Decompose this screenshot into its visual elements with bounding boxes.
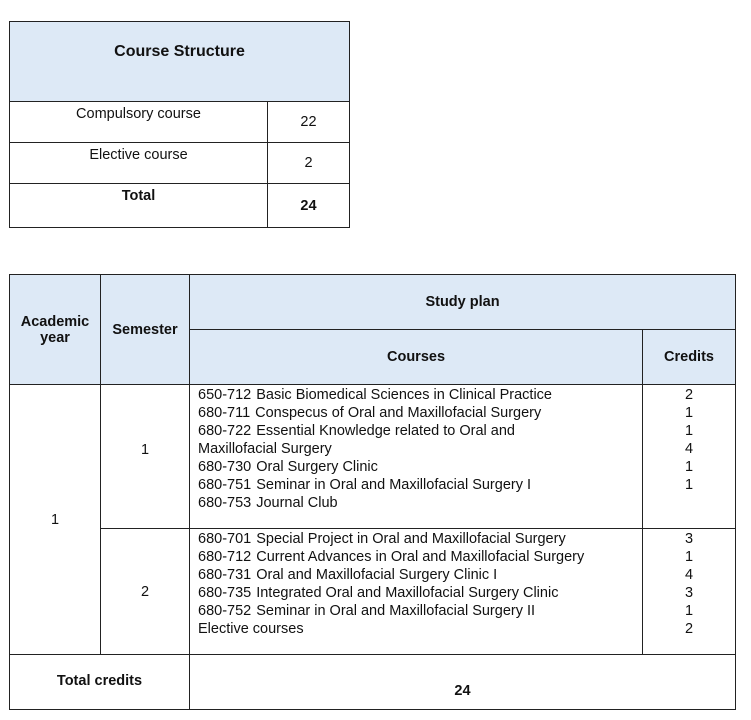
course-structure-table xyxy=(9,21,350,228)
study-plan-table xyxy=(9,274,736,710)
credit-value: 1 xyxy=(684,423,694,439)
course-line xyxy=(198,548,636,566)
academic-year-header: Academic year xyxy=(10,275,101,385)
elective-course-value: 2 xyxy=(268,143,350,184)
course-code: 650-712 xyxy=(198,387,252,403)
course-name: Maxillofacial Surgery xyxy=(198,441,332,457)
course-name: Elective courses xyxy=(198,621,304,637)
credit-value: 2 xyxy=(684,387,694,403)
credit-value: 4 xyxy=(684,441,694,457)
course-line xyxy=(198,386,636,404)
course-name: Current Advances in Oral and Maxillofacial Surgery xyxy=(256,549,585,565)
course-code: 680-751 xyxy=(198,477,252,493)
course-line xyxy=(198,458,636,476)
table-row xyxy=(10,102,350,143)
table-row xyxy=(10,529,736,655)
course-code: 680-731 xyxy=(198,567,252,583)
course-name: Basic Biomedical Sciences in Clinical Practice xyxy=(256,387,552,403)
course-line xyxy=(198,494,636,512)
semester-value: 2 xyxy=(101,529,190,655)
semester-header: Semester xyxy=(101,275,190,385)
course-line xyxy=(198,602,636,620)
total-value: 24 xyxy=(268,184,350,228)
total-credits-value: 24 xyxy=(190,655,736,710)
course-name: Conspecus of Oral and Maxillofacial Surgery xyxy=(255,405,542,421)
study-plan-header: Study plan xyxy=(190,275,736,330)
course-name: Journal Club xyxy=(256,495,338,511)
course-name: Essential Knowledge related to Oral and xyxy=(256,423,515,439)
course-name: Seminar in Oral and Maxillofacial Surgery I xyxy=(256,477,532,493)
course-line xyxy=(198,422,636,440)
course-code: 680-712 xyxy=(198,549,252,565)
semester-credits-cell xyxy=(643,385,736,529)
semester-courses-cell xyxy=(190,529,643,655)
credit-value: 1 xyxy=(684,549,694,565)
compulsory-course-label: Compulsory course xyxy=(10,102,268,143)
course-line xyxy=(198,476,636,494)
semester-courses-cell xyxy=(190,385,643,529)
table-row xyxy=(10,655,736,710)
course-code: 680-753 xyxy=(198,495,252,511)
course-code: 680-730 xyxy=(198,459,252,475)
course-name: Integrated Oral and Maxillofacial Surgery Clinic xyxy=(256,585,559,601)
academic-year-value: 1 xyxy=(10,385,101,655)
course-name: Oral Surgery Clinic xyxy=(256,459,378,475)
elective-course-label: Elective course xyxy=(10,143,268,184)
total-credits-label: Total credits xyxy=(10,655,190,710)
credit-value: 2 xyxy=(684,621,694,637)
course-line xyxy=(198,584,636,602)
credit-value: 1 xyxy=(684,477,694,493)
total-label: Total xyxy=(10,184,268,228)
course-line xyxy=(198,566,636,584)
course-code: 680-701 xyxy=(198,531,252,547)
credit-value: 1 xyxy=(684,459,694,475)
course-name: Special Project in Oral and Maxillofacial Surgery xyxy=(256,531,566,547)
table-row xyxy=(10,184,350,228)
semester-credits-cell xyxy=(643,529,736,655)
credit-value: 4 xyxy=(684,567,694,583)
course-name: Oral and Maxillofacial Surgery Clinic I xyxy=(256,567,498,583)
course-line xyxy=(198,530,636,548)
course-code: 680-735 xyxy=(198,585,252,601)
course-line xyxy=(198,404,636,422)
credit-value: 3 xyxy=(684,531,694,547)
course-code: 680-722 xyxy=(198,423,252,439)
credit-value: 1 xyxy=(684,405,694,421)
table-row xyxy=(10,143,350,184)
course-code: 680-711 xyxy=(198,405,251,421)
compulsory-course-value: 22 xyxy=(268,102,350,143)
course-code: 680-752 xyxy=(198,603,252,619)
course-line xyxy=(198,440,636,458)
course-line xyxy=(198,620,636,638)
course-structure-title: Course Structure xyxy=(10,22,350,102)
semester-value: 1 xyxy=(101,385,190,529)
table-row xyxy=(10,385,736,529)
credit-value: 1 xyxy=(684,603,694,619)
courses-header: Courses xyxy=(190,330,643,385)
credit-value: 3 xyxy=(684,585,694,601)
credits-header: Credits xyxy=(643,330,736,385)
course-name: Seminar in Oral and Maxillofacial Surgery II xyxy=(256,603,536,619)
